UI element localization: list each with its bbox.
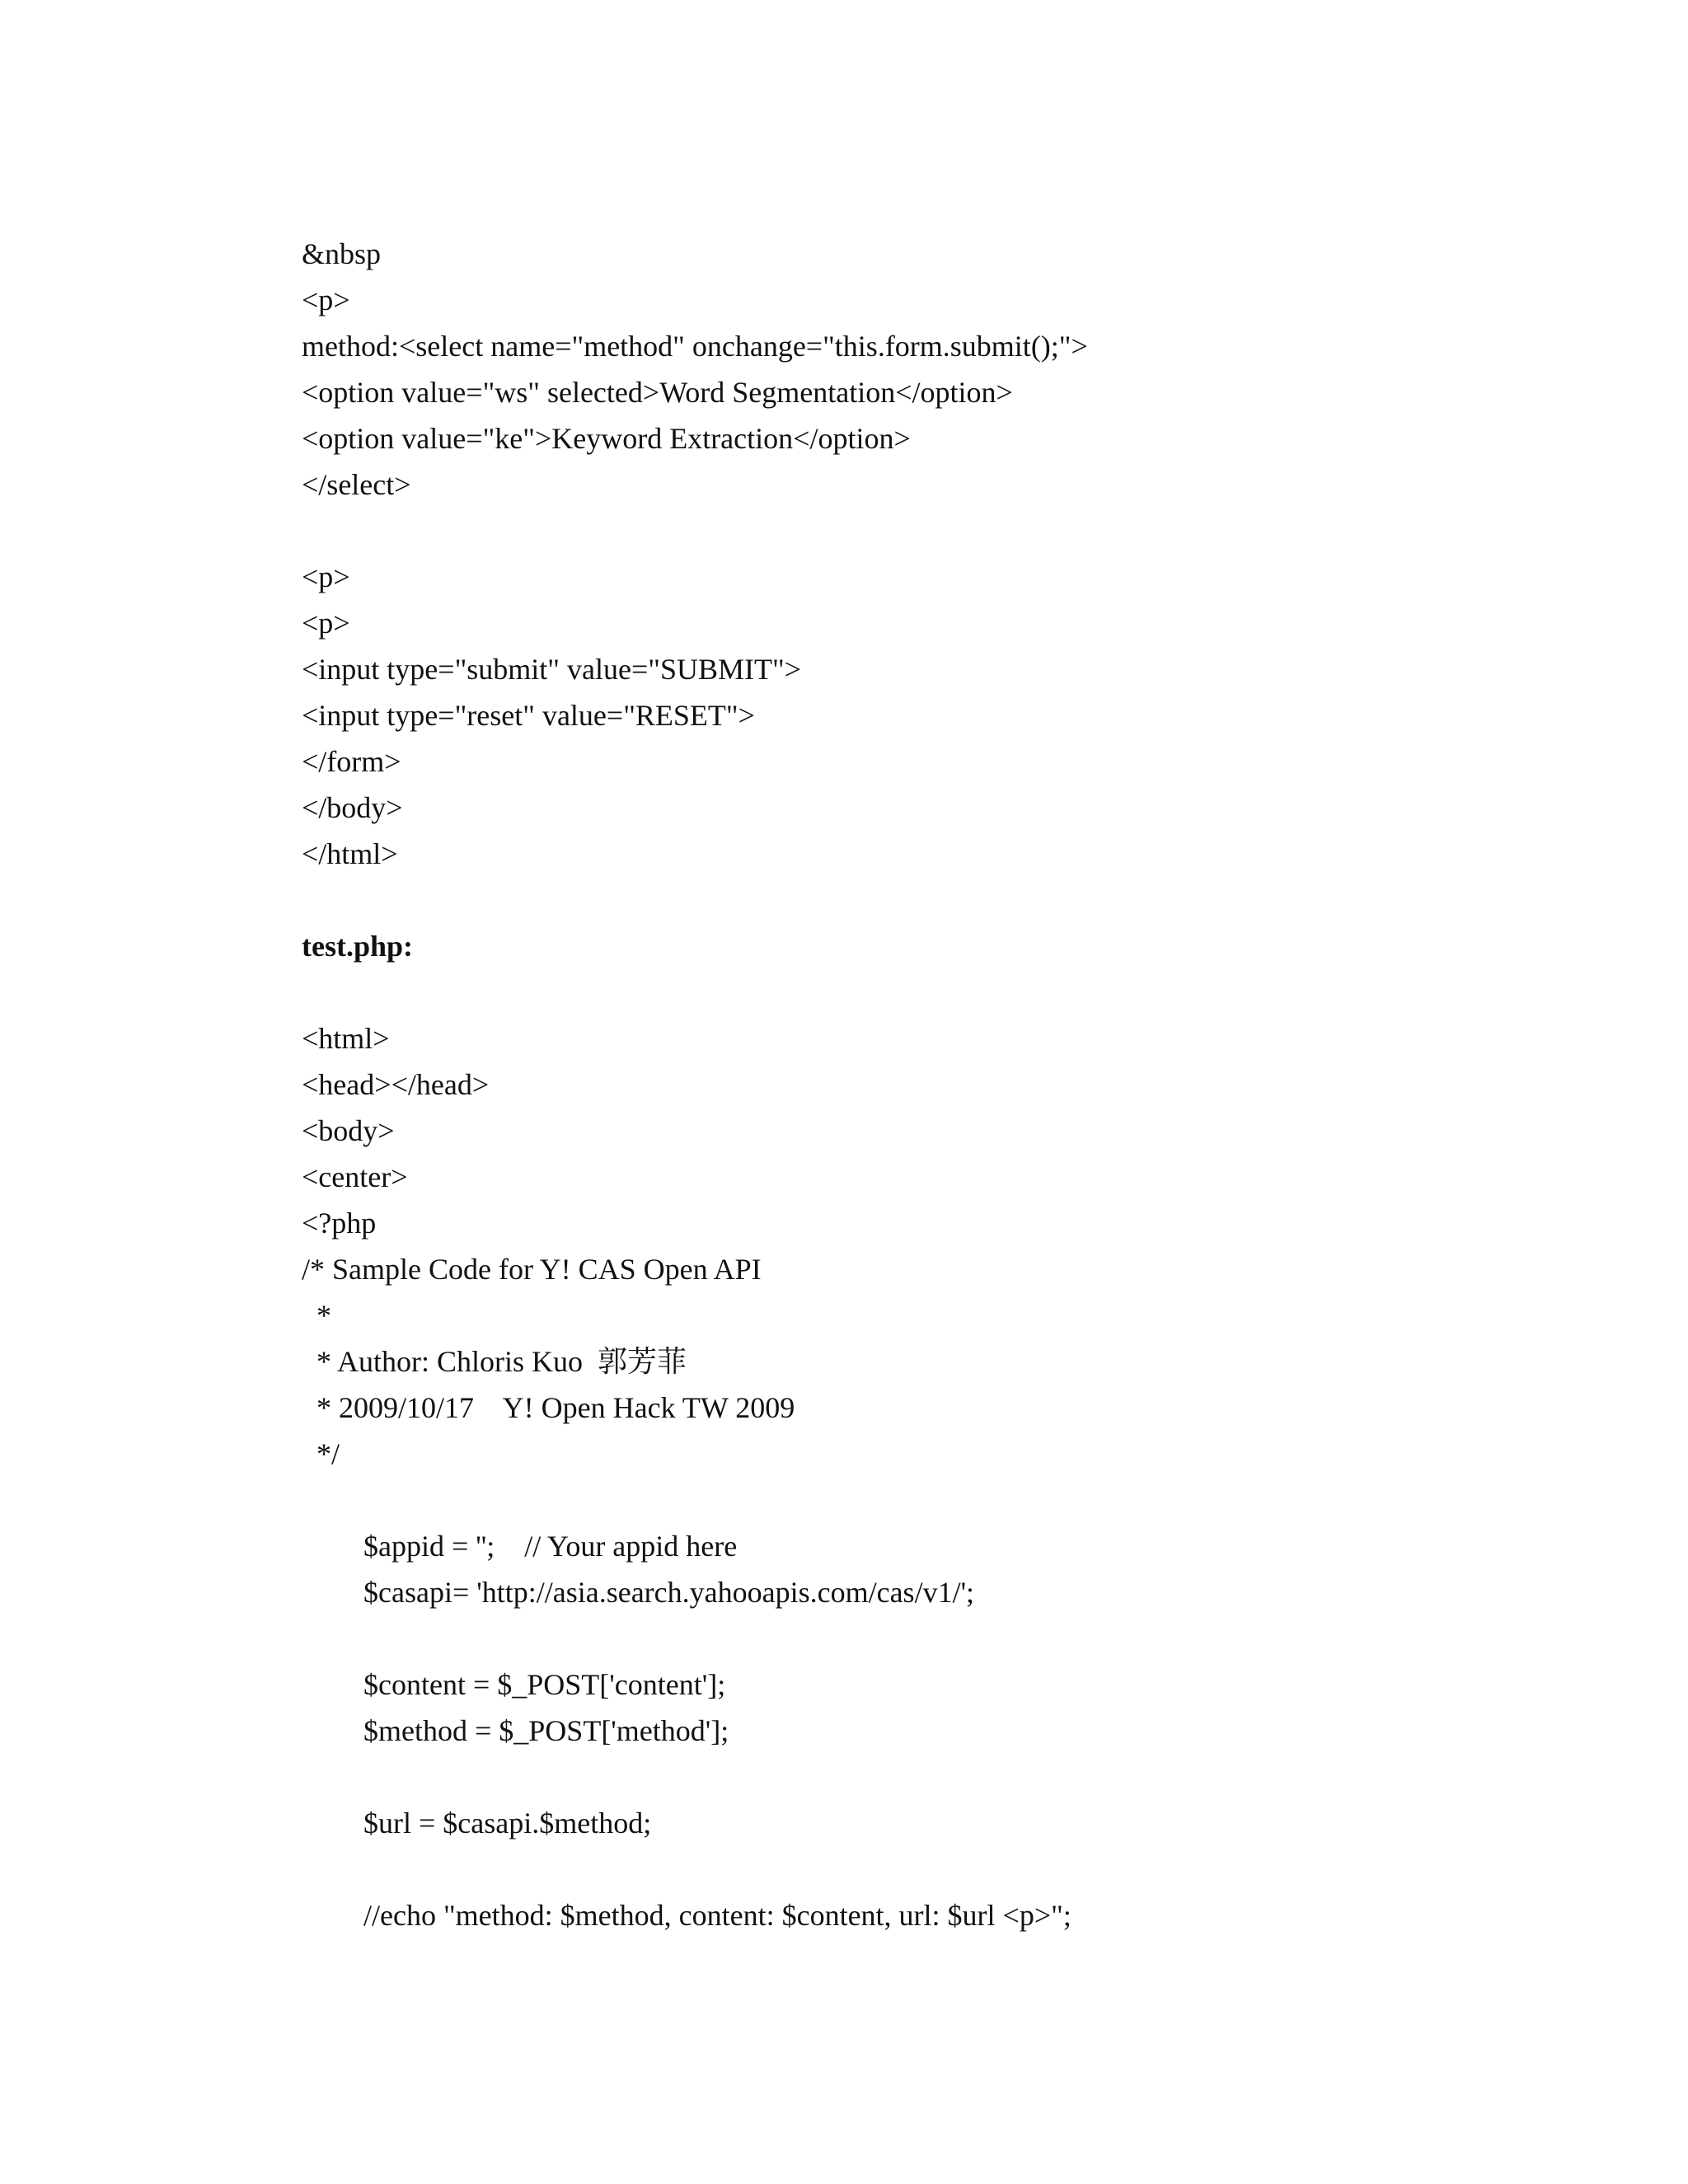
code-line: <p> (302, 560, 350, 593)
code-line: <center> (302, 1160, 408, 1193)
blank-line (302, 1477, 1456, 1523)
code-line: <option value="ws" selected>Word Segmentation</option> (302, 376, 1013, 409)
code-line: <?php (302, 1207, 377, 1240)
code-line: <p> (302, 284, 350, 316)
blank-line (302, 877, 1456, 923)
code-line: $casapi= 'http://asia.search.yahooapis.com/cas/v1/'; (363, 1576, 975, 1609)
code-line: </html> (302, 837, 398, 870)
code-line: <head></head> (302, 1068, 490, 1101)
code-line: method:<select name="method" onchange="this.form.submit();"> (302, 330, 1088, 363)
code-listing (302, 231, 1456, 1938)
blank-line (302, 1754, 1456, 1800)
code-line: $method = $_POST['method']; (363, 1714, 729, 1747)
code-line: $url = $casapi.$method; (363, 1807, 652, 1840)
code-line: $appid = ''; // Your appid here (363, 1530, 738, 1563)
comment-line: /* Sample Code for Y! CAS Open API (302, 1253, 762, 1286)
blank-line (302, 1846, 1456, 1892)
blank-line (302, 508, 1456, 554)
code-line: &nbsp (302, 237, 382, 270)
code-line: <input type="submit" value="SUBMIT"> (302, 653, 801, 686)
code-line: $content = $_POST['content']; (363, 1668, 726, 1701)
blank-line (302, 969, 1456, 1015)
comment-line: * 2009/10/17 Y! Open Hack TW 2009 (316, 1391, 795, 1424)
section-heading: test.php: (302, 930, 414, 963)
comment-line: * Author: Chloris Kuo 郭芳菲 (316, 1345, 687, 1378)
comment-line: */ (316, 1437, 340, 1470)
code-line: <body> (302, 1114, 395, 1147)
code-line: </select> (302, 468, 411, 501)
code-line: <option value="ke">Keyword Extraction</option> (302, 422, 911, 455)
code-line: <html> (302, 1022, 390, 1055)
comment-line: * (316, 1299, 331, 1332)
code-line: </form> (302, 745, 401, 778)
code-line: //echo "method: $method, content: $content, url: $url <p>"; (363, 1899, 1071, 1932)
code-line: <input type="reset" value="RESET"> (302, 699, 755, 732)
blank-line (302, 1615, 1456, 1661)
code-line: <p> (302, 607, 350, 640)
code-line: </body> (302, 791, 403, 824)
